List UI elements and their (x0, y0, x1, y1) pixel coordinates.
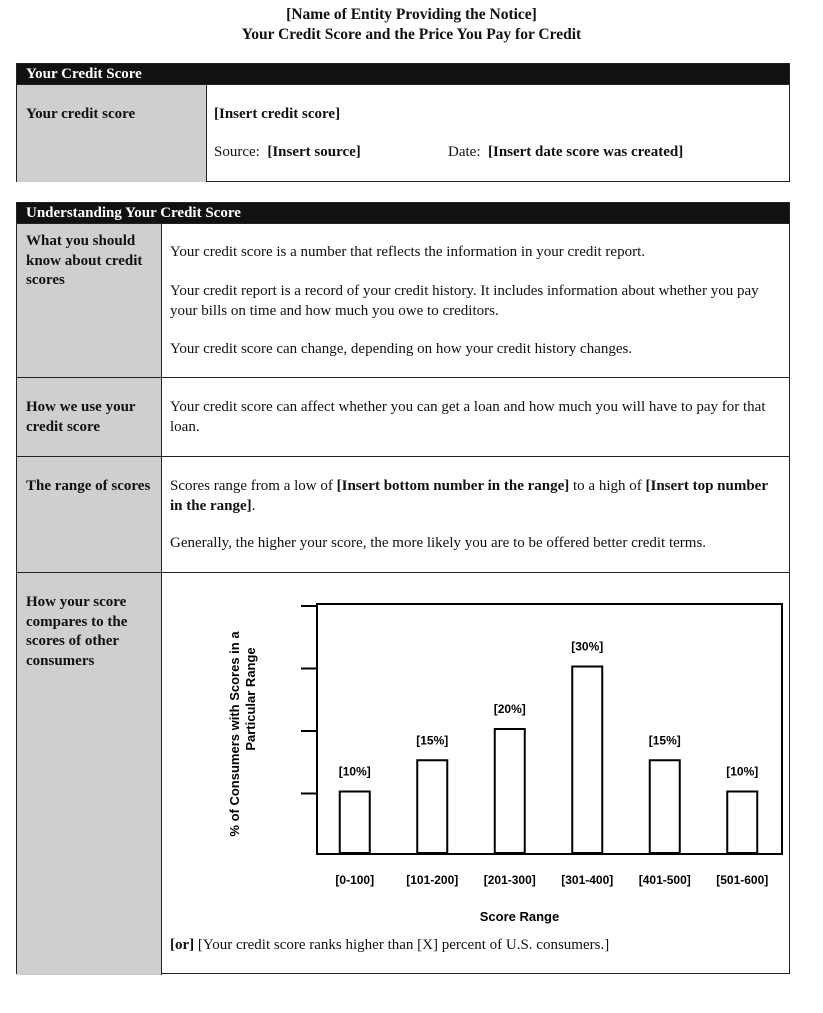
x-axis-label: Score Range (479, 909, 560, 924)
date-field (448, 143, 683, 163)
range-p2: Generally, the higher your score, the more likely you are to be offered better credit terms. (170, 535, 707, 551)
bar-3 (572, 667, 602, 854)
bar-0 (340, 792, 370, 854)
how-we-use-p1: Your credit score can affect whether you can get a loan and how much you will have to pay for that loan. (170, 399, 766, 435)
row-label-range: The range of scores (17, 457, 162, 572)
x-tick-label-0: [0-100] (335, 873, 375, 887)
bar-4 (650, 760, 680, 853)
data-label-4: [15%] (648, 733, 681, 748)
notice-entity-name: [Name of Entity Providing the Notice] (286, 6, 537, 23)
page-title: Your Credit Score and the Price You Pay for Credit (241, 26, 582, 43)
row-label-what-to-know: What you should know about credit scores (17, 224, 162, 377)
x-tick-label-5: [501-600] (716, 873, 769, 887)
understanding-credit-score-section (16, 202, 790, 974)
bar-1 (417, 760, 447, 853)
row-score-comparison (17, 572, 789, 975)
data-label-0: [10%] (338, 764, 371, 779)
date-value: [Insert date score was created] (487, 144, 684, 160)
section-title-understanding: Understanding Your Credit Score (17, 203, 789, 223)
data-label-3: [30%] (571, 639, 604, 654)
credit-score-row (17, 84, 789, 182)
what-to-know-p3: Your credit score can change, depending on how your credit history changes. (170, 341, 633, 357)
credit-score-placeholder: [Insert credit score] (214, 106, 341, 122)
or-label: [or] (170, 937, 195, 953)
comparison-footer (170, 936, 609, 956)
row-what-to-know (17, 223, 789, 377)
data-label-1: [15%] (416, 733, 449, 748)
row-label-how-we-use: How we use your credit score (17, 378, 162, 456)
data-label-2: [20%] (493, 702, 526, 716)
x-tick-label-4: [401-500] (638, 873, 691, 887)
score-distribution-chart (177, 573, 789, 975)
credit-score-section (16, 63, 790, 182)
source-value: [Insert source] (267, 144, 361, 160)
credit-score-label: Your credit score (17, 85, 207, 182)
date-label: Date: (448, 144, 481, 160)
source-label: Source: (214, 144, 260, 160)
y-axis-label-line2: Particular Range (243, 647, 258, 751)
x-tick-label-3: [301-400] (561, 873, 614, 887)
row-range-of-scores (17, 456, 789, 572)
x-tick-label-1: [101-200] (406, 873, 459, 887)
data-label-5: [10%] (726, 764, 759, 779)
what-to-know-p1: Your credit score is a number that reflects the information in your credit report. (170, 244, 645, 260)
ranks-higher-text: [Your credit score ranks higher than [X] percent of U.S. consumers.] (194, 937, 610, 953)
bar-2 (495, 729, 525, 853)
y-axis-label-line1: % of Consumers with Scores in a (227, 631, 242, 837)
bar-5 (727, 792, 757, 854)
row-label-comparison: How your score compares to the scores of other consumers (17, 573, 162, 975)
range-p1: Scores range from a low of [Insert bottom number in the range] to a high of [Insert top number in the range]. (170, 478, 768, 514)
section-title-credit-score: Your Credit Score (17, 64, 789, 84)
plot-frame (317, 604, 782, 854)
x-tick-label-2: [201-300] (483, 873, 536, 887)
source-field (214, 143, 361, 163)
what-to-know-p2: Your credit report is a record of your credit history. It includes information about whether you pay your bills on time and how much you owe to creditors. (170, 283, 759, 319)
row-how-we-use (17, 377, 789, 456)
